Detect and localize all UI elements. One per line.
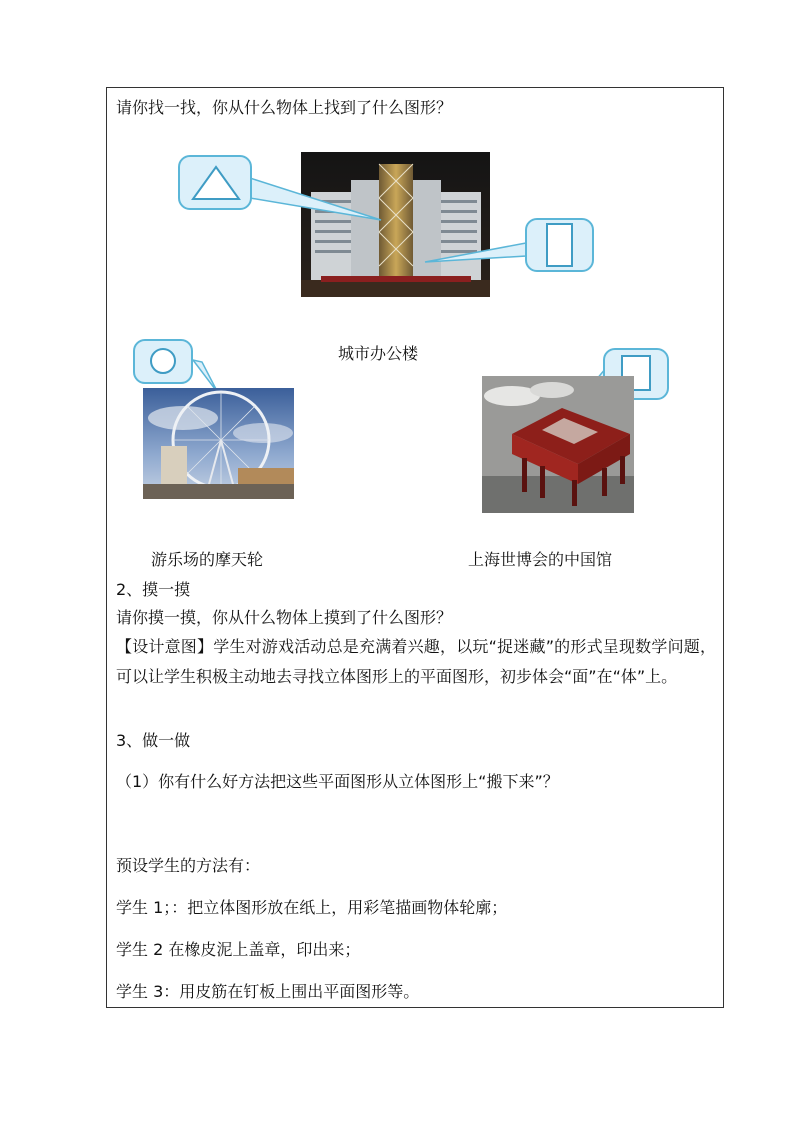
circle-callout (133, 339, 193, 384)
touch-question: 请你摸一摸，你从什么物体上摸到了什么图形？ (116, 608, 453, 627)
china-pavilion-photo (482, 376, 634, 513)
caption-office-building: 城市办公楼 (338, 344, 419, 363)
triangle-icon (180, 157, 250, 208)
find-question: 请你找一找，你从什么物体上找到了什么图形？ (116, 98, 453, 117)
ferris-wheel-photo (143, 388, 294, 499)
caption-ferris-wheel: 游乐场的摩天轮 (151, 550, 264, 569)
rectangle-icon (527, 220, 592, 270)
method-student-2: 学生 2 在橡皮泥上盖章，印出来； (116, 940, 361, 959)
method-student-3: 学生 3：用皮筋在钉板上围出平面图形等。 (116, 982, 420, 1001)
circle-icon (135, 341, 191, 382)
section-3-heading: 3、做一做 (116, 731, 191, 750)
move-down-question: （1）你有什么好方法把这些平面图形从立体图形上“搬下来”？ (116, 772, 559, 791)
design-intent-paragraph: 【设计意图】学生对游戏活动总是充满着兴趣，以玩“捉迷藏”的形式呈现数学问题，可以让学生积极主动地去寻找立体图形上的平面图形，初步体会“面”在“体”上。 (116, 637, 716, 686)
triangle-callout (178, 155, 252, 210)
method-student-1: 学生 1；：把立体图形放在纸上，用彩笔描画物体轮廓； (116, 898, 508, 917)
rectangle-callout (525, 218, 594, 272)
section-2-heading: 2、摸一摸 (116, 580, 191, 599)
caption-china-pavilion: 上海世博会的中国馆 (468, 550, 613, 569)
preset-methods-intro: 预设学生的方法有： (116, 856, 261, 875)
